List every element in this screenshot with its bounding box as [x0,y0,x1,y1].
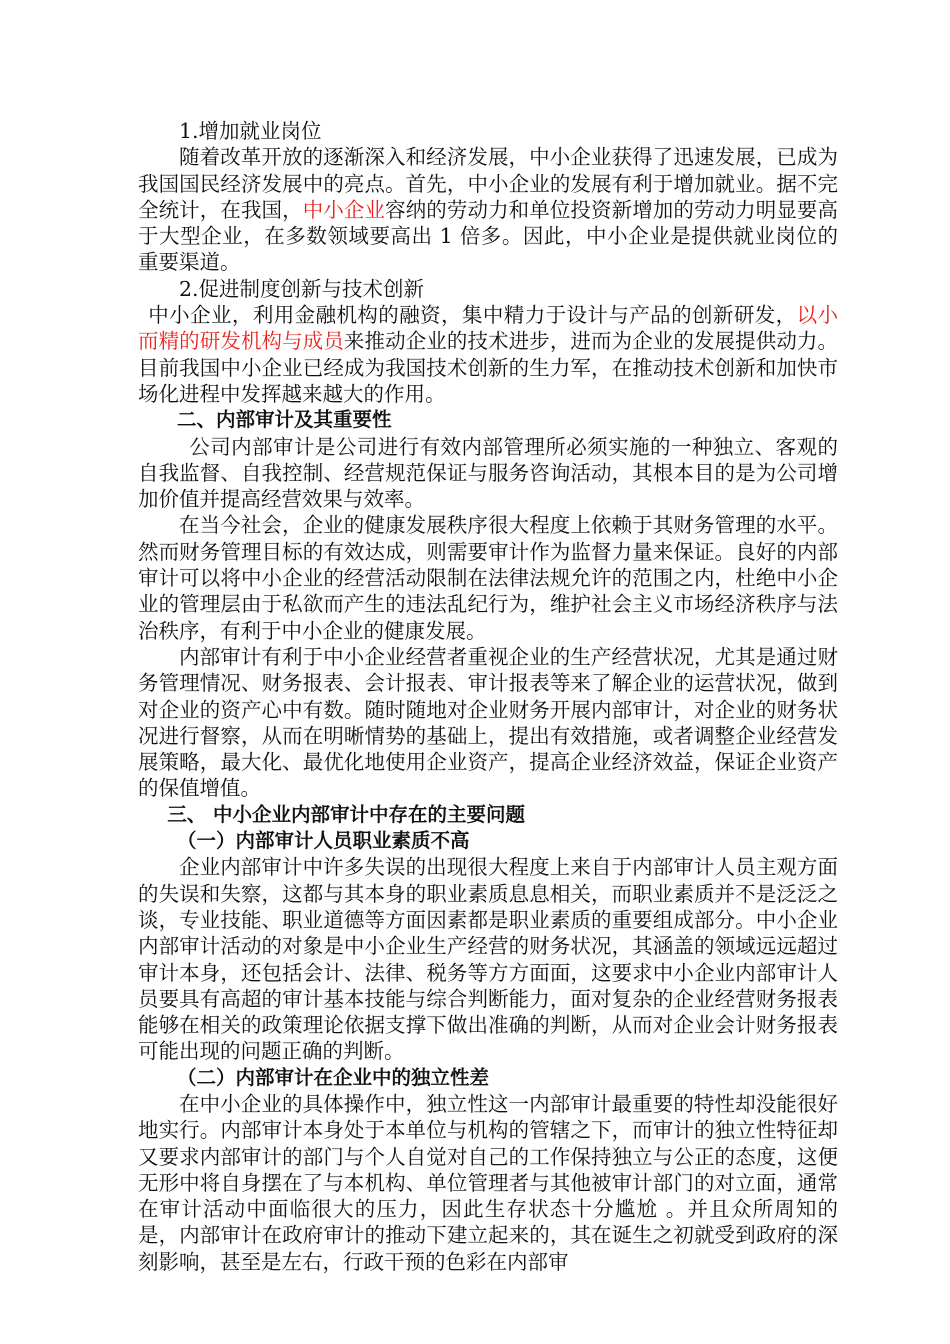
paragraph-auditor-quality: 企业内部审计中许多失误的出现很大程度上来自于内部审计人员主观方面的失误和失察，这都与其本身的职业素质息息相关，而职业素质并不是泛泛之谈，专业技能、职业道德等方面因素都是职业素质的重要组成部分。中小企业内部审计活动的对象是中小企业生产经营的财务状况，其涵盖的领域远远超过审计本身，还包括会计、法律、税务等方方面面，这要求中小企业内部审计人员要具有高超的审计基本技能与综合判断能力，面对复杂的企业经营财务报表能够在相关的政策理论依据支撑下做出准确的判断，从而对企业会计财务报表可能出现的问题正确的判断。 [138,855,838,1064]
paragraph-internal-audit-definition: 公司内部审计是公司进行有效内部管理所必须实施的一种独立、客观的自我监督、自我控制、经营规范保证与服务咨询活动，其根本目的是为公司增加价值并提高经营效果与效率。 [138,434,838,512]
highlighted-phrase: 中小企业 [302,197,386,222]
document-page [138,118,838,1275]
paragraph-text: 中小企业，利用金融机构的融资，集中精力于设计与产品的创新研发， [148,303,797,328]
paragraph-independence: 在中小企业的具体操作中，独立性这一内部审计最重要的特性却没能很好地实行。内部审计本身处于本单位与机构的管辖之下，而审计的独立性特征却又要求内部审计的部门与个人自觉对自己的工作保持独立与公正的态度，这便无形中将自身摆在了与本机构、单位管理者与其他被审计部门的对立面，通常在审计活动中面临很大的压力，因此生存状态十分尴尬 。并且众所周知的是，内部审计在政府审计的推动下建立起来的，其在诞生之初就受到政府的深刻影响，甚至是左右，行政干预的色彩在内部审 [138,1091,838,1274]
paragraph-innovation [138,302,838,407]
subheading-increase-jobs: 1.增加就业岗位 [179,119,322,143]
section-heading-3: 三、 中小企业内部审计中存在的主要问题 [167,802,526,826]
paragraph-text: 容纳的劳动力和单位投资新增加的劳动力明显要高于大型企业，在多数领域要高出 1 倍多。因此，中小企业是提供就业岗位的重要渠道。 [138,197,839,275]
paragraph-financial-management: 在当今社会，企业的健康发展秩序很大程度上依赖于其财务管理的水平。然而财务管理目标的有效达成，则需要审计作为监督力量来保证。良好的内部审计可以将中小企业的经营活动限制在法律法规允许的范围之内，杜绝中小企业的管理层由于私欲而产生的违法乱纪行为，维护社会主义市场经济秩序与法治秩序，有利于中小企业的健康发展。 [138,513,838,643]
paragraph-audit-benefits: 内部审计有利于中小企业经营者重视企业的生产经营状况，尤其是通过财务管理情况、财务报表、会计报表、审计报表等来了解企业的运营状况，做到对企业的资产心中有数。随时随地对企业财务开展内部审计，对企业的财务状况进行督察，从而在明晰情势的基础上，提出有效措施，或者调整企业经营发展策略，最大化、最优化地使用企业资产，提高企业经济效益，保证企业资产的保值增值。 [138,644,838,801]
paragraph-text: 随着改革开放的逐渐深入和经济发展，中小企业获得了迅速发展，已成为我国国民经济发展中的亮点。首先，中小企业的发展有利于增加就业。据不完全统计，在我国， [138,145,838,222]
section-heading-2: 二、内部审计及其重要性 [177,408,392,432]
subheading-innovation: 2.促进制度创新与技术创新 [179,276,425,301]
subsection-heading-3-1: （一）内部审计人员职业素质不高 [177,829,470,853]
highlighted-phrase: 以小而精的研发机构与成员 [138,303,839,354]
paragraph-text: 来推动企业的技术进步，进而为企业的发展提供动力。目前我国中小企业已经成为我国技术创新的生力军，在推动技术创新和加快市场化进程中发挥越来越大的作用。 [138,329,839,406]
paragraph-employment [138,144,838,275]
subsection-heading-3-2: （二）内部审计在企业中的独立性差 [177,1065,490,1089]
